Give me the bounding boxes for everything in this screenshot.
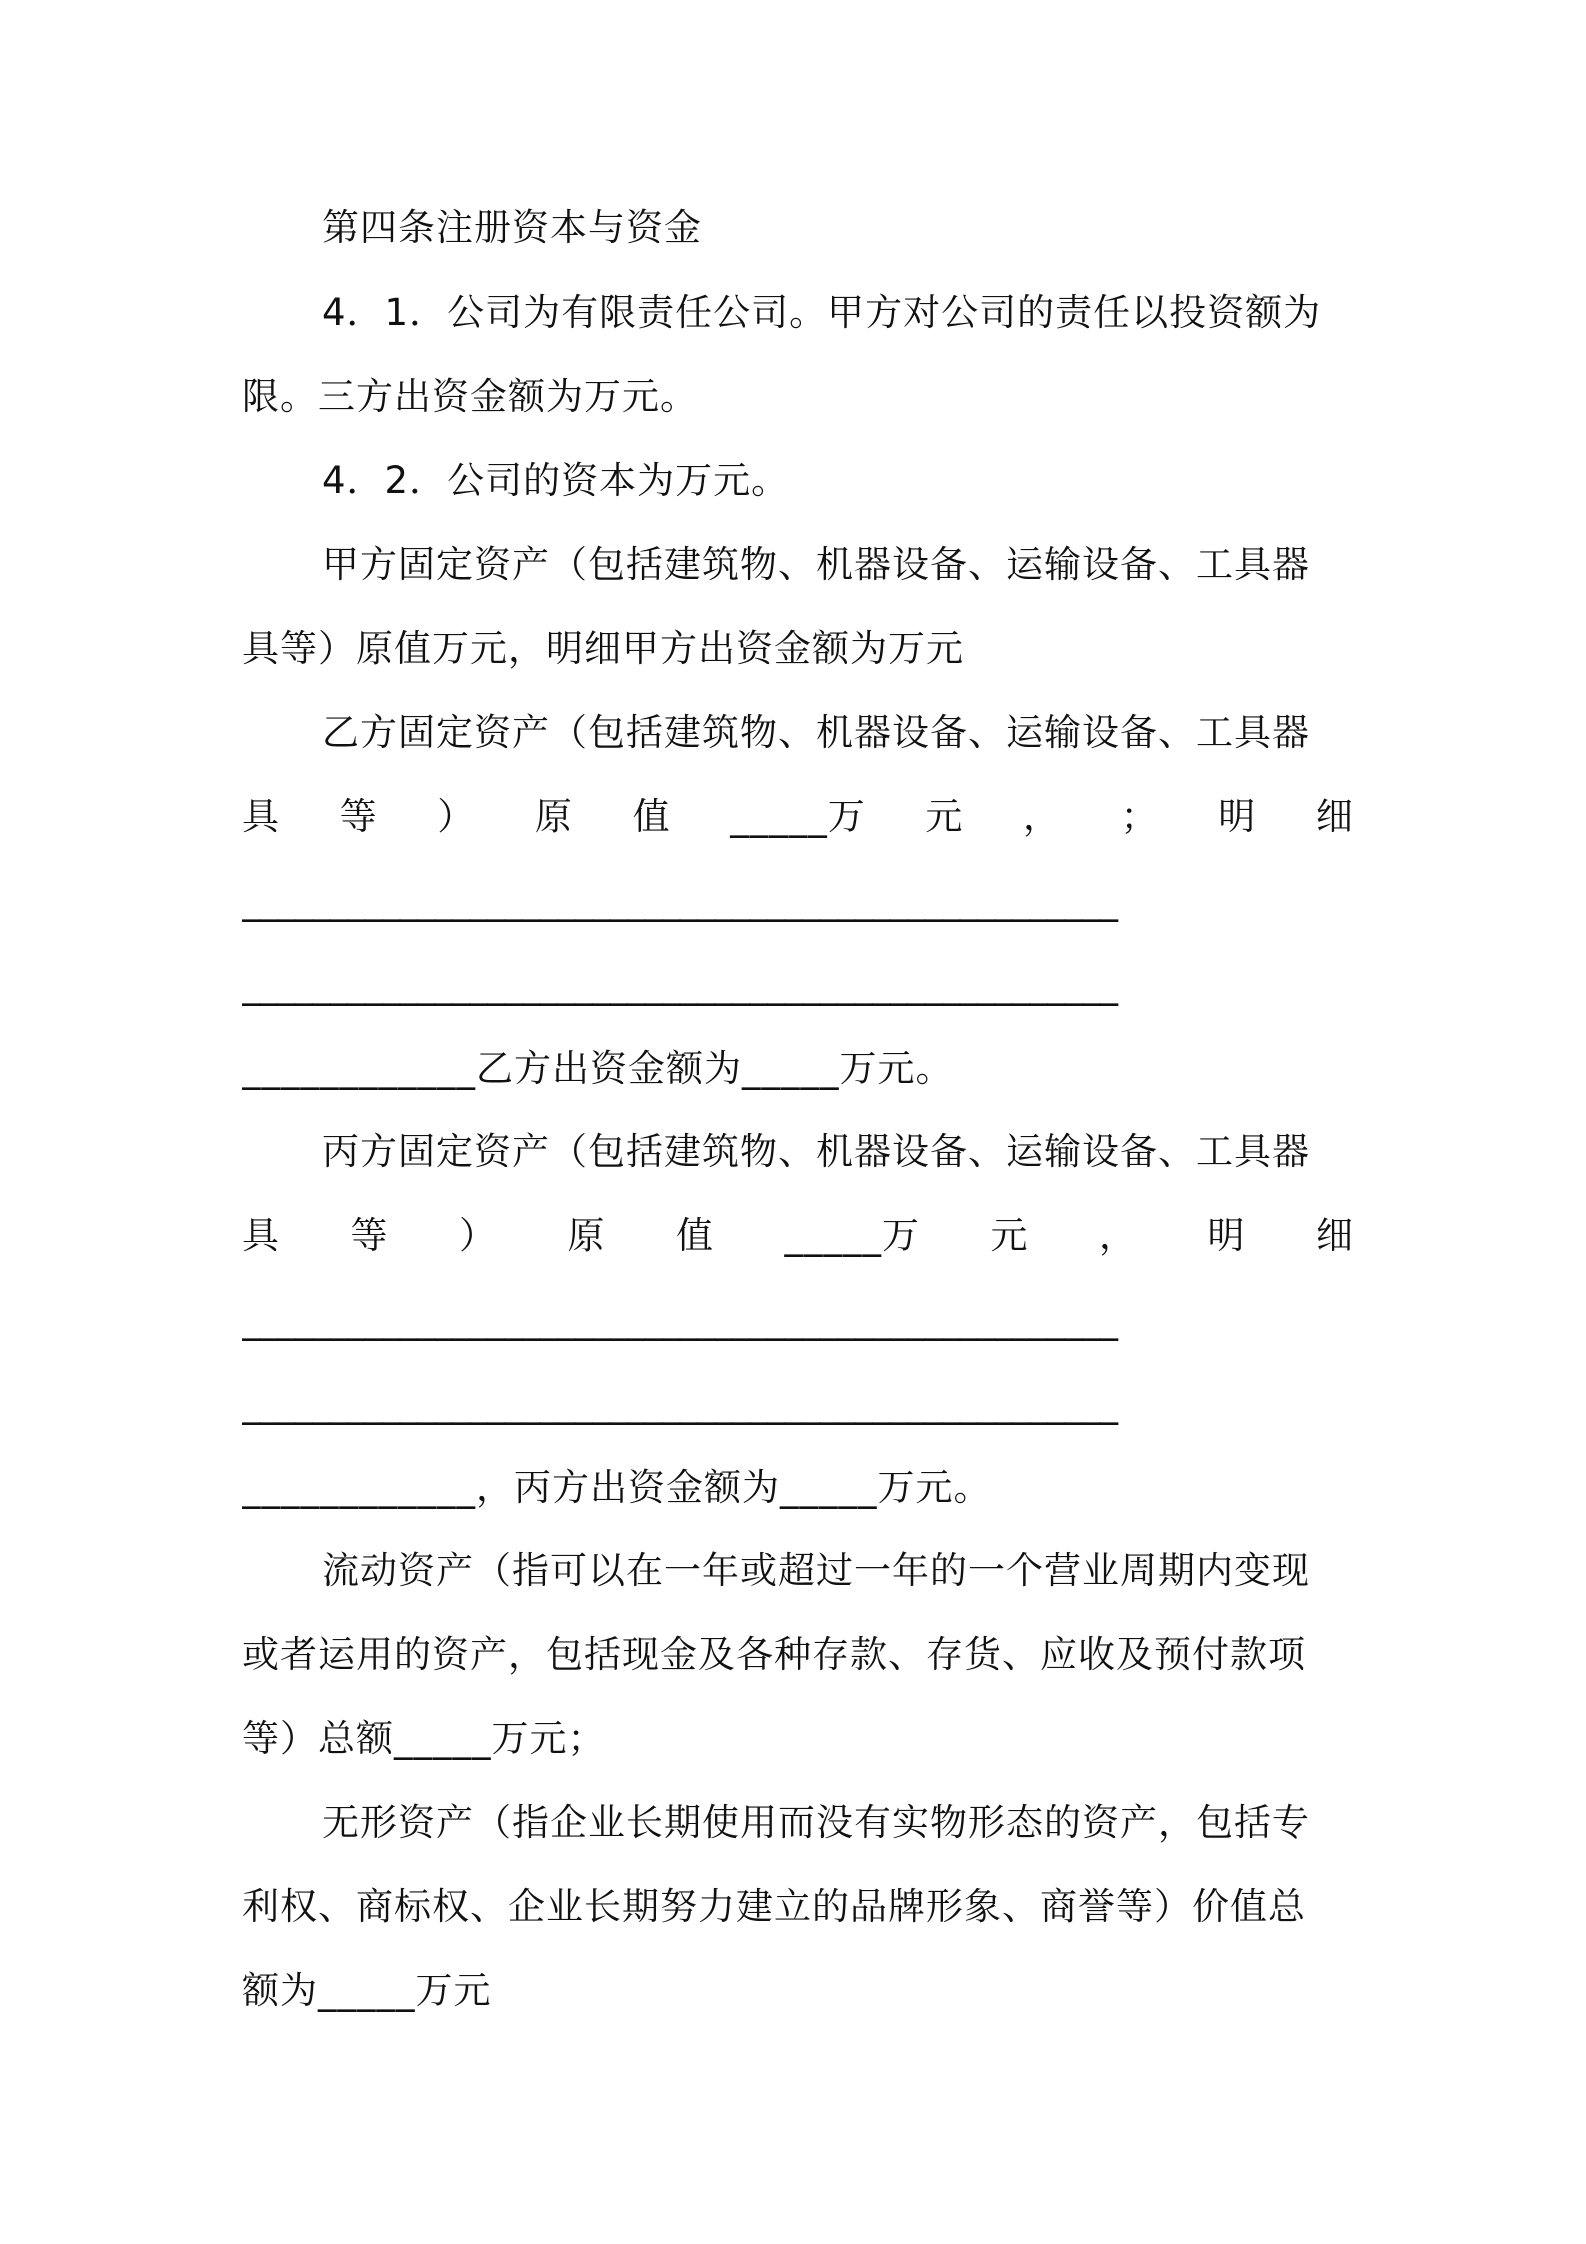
current-assets-line-1: 流动资产（指可以在一年或超过一年的一个营业周期内变现 — [322, 1549, 1310, 1592]
party-b-final-tail: 万元。 — [839, 1047, 954, 1090]
party-c-final-text: ，丙方出资金额为 — [476, 1466, 780, 1509]
section-title: 第四条注册资本与资金 — [322, 206, 702, 249]
clause-4-1-line-1: 4．1．公司为有限责任公司。甲方对公司的责任以投资额为 — [322, 291, 1322, 334]
intangible-assets-line-1: 无形资产（指企业长期使用而没有实物形态的资产，包括专 — [322, 1801, 1310, 1844]
current-assets-text: 等）总额 — [242, 1717, 394, 1760]
party-c-final-line — [242, 1458, 1354, 1518]
party-b-token: ） — [437, 795, 476, 838]
party-b-final-line — [242, 1039, 1354, 1099]
party-c-token: ， — [1099, 1214, 1137, 1257]
party-c-token: 具 — [242, 1214, 280, 1257]
party-c-final-blank: _____ — [780, 1466, 878, 1509]
party-b-token: ， — [1022, 795, 1061, 838]
party-c-spread-line — [242, 1206, 1354, 1266]
intangible-assets-tail: 万元 — [415, 1969, 492, 2012]
party-c-token: 明 — [1207, 1214, 1246, 1257]
party-b-token: ； — [1120, 795, 1159, 838]
party-c-token: 元 — [990, 1214, 1029, 1257]
party-b-token: 明 — [1218, 795, 1257, 838]
party-b-blank-line-2: __________________________________________________ — [242, 963, 1117, 1006]
party-c-token: ） — [459, 1214, 497, 1257]
party-c-final-lead: ____________ — [242, 1466, 476, 1509]
party-c-blank-line-2: __________________________________________________ — [242, 1382, 1117, 1425]
party-a-line-2: 具等）原值万元，明细甲方出资金额为万元 — [242, 627, 964, 670]
party-b-final-text: 乙方出资金额为 — [476, 1047, 742, 1090]
intangible-assets-line-3 — [242, 1961, 1354, 2021]
party-b-line-1: 乙方固定资产（包括建筑物、机器设备、运输设备、工具器 — [322, 711, 1310, 754]
intangible-assets-text: 额为 — [242, 1969, 318, 2012]
party-b-spread-line — [242, 787, 1354, 847]
clause-4-2: 4．2．公司的资本为万元。 — [322, 459, 790, 502]
party-c-token: 等 — [350, 1214, 389, 1257]
party-b-token: _____万 — [730, 795, 866, 838]
party-a-line-1: 甲方固定资产（包括建筑物、机器设备、运输设备、工具器 — [322, 543, 1310, 586]
clause-4-1-line-2: 限。三方出资金额为万元。 — [242, 375, 698, 418]
intangible-assets-blank: _____ — [318, 1969, 416, 2012]
party-b-final-blank: _____ — [742, 1047, 840, 1090]
current-assets-blank: _____ — [394, 1717, 492, 1760]
intangible-assets-line-2: 利权、商标权、企业长期努力建立的品牌形象、商誉等）价值总 — [242, 1885, 1306, 1928]
party-c-token: 细 — [1316, 1214, 1354, 1257]
party-b-final-lead: ____________ — [242, 1047, 476, 1090]
party-c-final-tail: 万元。 — [877, 1466, 992, 1509]
party-c-blank-line-1: __________________________________________________ — [242, 1298, 1117, 1341]
party-c-token: 原 — [567, 1214, 606, 1257]
party-b-token: 细 — [1315, 795, 1354, 838]
party-b-token: 等 — [339, 795, 378, 838]
party-b-token: 原 — [534, 795, 573, 838]
party-c-token: _____万 — [784, 1214, 920, 1257]
party-c-line-1: 丙方固定资产（包括建筑物、机器设备、运输设备、工具器 — [322, 1130, 1310, 1173]
party-b-token: 元 — [925, 795, 964, 838]
current-assets-line-3 — [242, 1709, 1354, 1769]
party-b-blank-line-1: __________________________________________________ — [242, 879, 1117, 922]
current-assets-tail: 万元； — [491, 1717, 606, 1760]
current-assets-line-2: 或者运用的资产，包括现金及各种存款、存货、应收及预付款项 — [242, 1633, 1306, 1676]
party-b-token: 具 — [242, 795, 280, 838]
party-b-token: 值 — [632, 795, 671, 838]
party-c-token: 值 — [676, 1214, 714, 1257]
